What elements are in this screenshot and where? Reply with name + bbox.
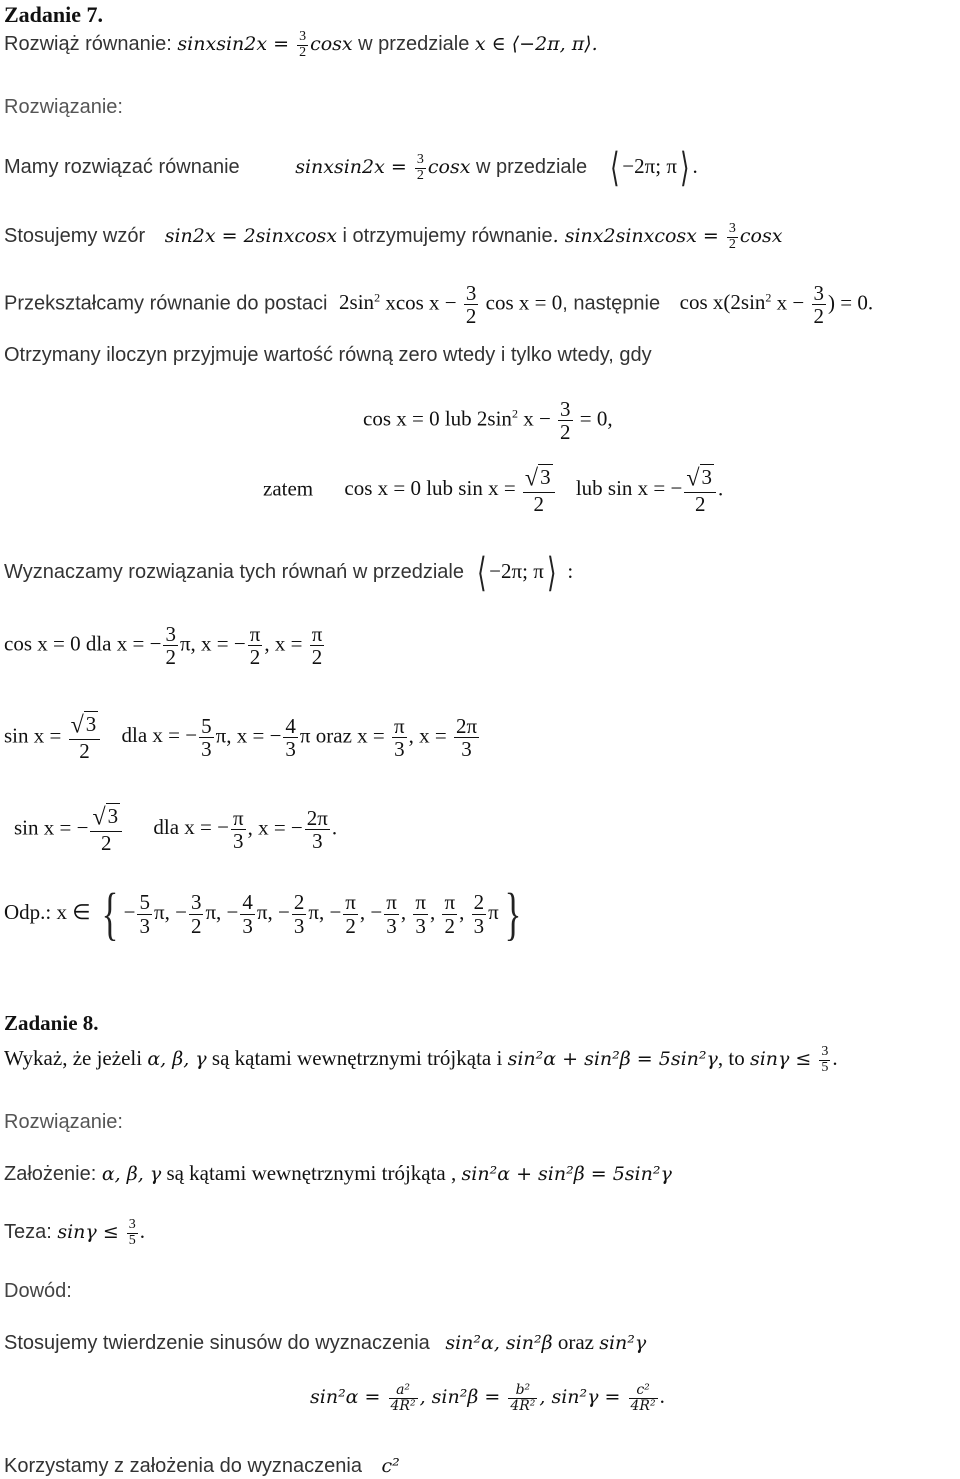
prompt-text: Rozwiąż równanie:: [4, 33, 178, 55]
case1-a: cos x = 0 lub 2sin: [363, 406, 512, 431]
fraction-pi-3: $\frac{\pi}{3}$: [386, 890, 397, 938]
result2-c: π, x = −: [215, 723, 282, 748]
fraction-3-5: $\frac{3}{5}$: [128, 1217, 136, 1248]
line3-eq-b: xcos x −: [380, 290, 462, 315]
fraction-sqrt3-2: $\frac{√3}{2}$: [523, 466, 555, 515]
step1-text: Stosujemy twierdzenie sinusów do wyznaczenia: [4, 1332, 436, 1354]
line3-eq-f: ) = 0.: [828, 290, 874, 315]
step1-math1: sin²α, sin²β: [445, 1332, 553, 1354]
fraction-5-3: $\frac{5}{3}$: [201, 714, 212, 762]
line3-eq-d: cos x(2sin: [679, 290, 766, 315]
prompt-eq-right: cosx: [310, 33, 353, 55]
fraction-sqrt3-2: $\frac{√3}{2}$: [90, 805, 122, 854]
left-angle-bracket: ⟨: [609, 145, 620, 190]
fraction-pi-2: $\frac{\pi}{2}$: [249, 622, 261, 670]
line1-eq-right: cosx: [427, 155, 471, 178]
fraction-pi-2: $\frac{\pi}{2}$: [444, 890, 456, 938]
prompt-mid: w przedziale: [352, 33, 475, 55]
task7-line5: Wyznaczamy rozwiązania tych równań w przedziale ⟨ −2π; π⟩ :: [4, 550, 574, 595]
line3-eq-c: cos x = 0: [480, 290, 563, 315]
fraction-4-3: $\frac{4}{3}$: [242, 890, 253, 938]
sine-law-c: , sin²γ =: [539, 1386, 627, 1408]
task8-title: Zadanie 8.: [4, 1011, 99, 1035]
line2-eq-right: cosx: [739, 225, 783, 247]
result-sin-pos: [4, 713, 481, 762]
fraction-3-2: $\frac{3}{2}$: [728, 221, 736, 252]
task7-title: Zadanie 7.: [4, 2, 104, 27]
task8-prompt: Wykaż, że jeżeli α, β, γ są kątami wewnętrznymi trójkąta i sin²α + sin²β = 5sin²γ, to sinγ ≤ $\frac{3}{5}$ .: [4, 1044, 838, 1075]
result1-a: cos x = 0 dla x = −: [4, 631, 162, 656]
task8-ineq: sinγ ≤: [749, 1048, 818, 1070]
result3-b: dla x = −: [153, 815, 229, 840]
case-line-1: cos x = 0 lub $2\sin^2$ x − $\frac{3}{2}$ = 0,: [363, 397, 613, 445]
result-cos: [4, 623, 326, 668]
fraction-c2-4R2: $\frac{\text{c²}}{\text{4R²}}$: [630, 1382, 656, 1414]
fraction-4-3: $\frac{4}{3}$: [285, 714, 296, 762]
right-brace: }: [504, 881, 521, 946]
result2-e: , x =: [408, 723, 452, 748]
fraction-b2-4R2: $\frac{\text{b²}}{\text{4R²}}$: [510, 1382, 536, 1414]
task8-prompt-b: są kątami wewnętrznymi trójkąta i: [206, 1046, 508, 1070]
fraction-pi-3: $\frac{\pi}{3}$: [232, 806, 244, 854]
result2-a: sin x =: [4, 723, 67, 748]
left-brace: {: [101, 881, 119, 946]
case2-lub: lub sin x = −: [575, 476, 683, 501]
task8-step1: [4, 1332, 646, 1353]
fraction-3-2: $\frac{3}{2}$: [416, 151, 424, 183]
line1-mid: w przedziale: [470, 155, 593, 178]
task8-angles: α, β, γ: [147, 1048, 207, 1070]
last-line-math: c²: [381, 1455, 400, 1477]
line2-formula: sin2x = 2sinxcosx: [164, 225, 337, 247]
result1-c: , x =: [264, 631, 308, 656]
fraction-3-2: $\frac{3}{2}$: [813, 281, 825, 329]
task7-solution-label: Rozwiązanie:: [4, 96, 123, 118]
task7-line2: [4, 222, 782, 252]
thesis-label: Teza:: [4, 1221, 58, 1243]
task8-eq: sin²α + sin²β = 5sin²γ: [507, 1048, 718, 1070]
answer-label: Odp.: x ∈: [4, 899, 96, 924]
fraction-3-2: $\frac{3}{2}$: [560, 397, 571, 445]
sine-law-b: , sin²β =: [419, 1386, 507, 1408]
fraction-3-2: $\frac{3}{2}$: [165, 622, 176, 670]
fraction-2pi-3: $\frac{2\pi}{3}$: [306, 806, 328, 854]
task8-sine-law: sin²α = $\frac{\text{a²}}{\text{4R²}}$ , sin²β = $\frac{\text{b²}}{\text{4R²}}$ , sin²γ = $\frac{\text{c²}}{\text{4R²}}$ .: [310, 1382, 665, 1414]
result2-b: dla x = −: [121, 723, 198, 748]
right-angle-bracket: ⟩: [546, 550, 557, 595]
step1-math2: sin²γ: [599, 1332, 647, 1354]
task8-prompt-a: Wykaż, że jeżeli: [4, 1046, 148, 1070]
prompt-interval: x ∈ ⟨−2π, π⟩.: [474, 33, 598, 55]
fraction-pi-3: $\frac{\pi}{3}$: [415, 890, 426, 938]
task7-answer: Odp.: x ∈ { − $\frac{5}{3}$ π, − $\frac{3}{2}$ π, − $\frac{4}{3}$ π, − $\frac{2}{3}$ π, − $\frac{\pi}{2}$ , − $\frac{\pi}{3}$ , $\frac{\pi}{3}$ , $\frac{\pi}{2}$ , $\frac{2}{3}$ π}: [4, 881, 521, 946]
result3-c: , x = −: [247, 815, 303, 840]
fraction-3-5: $\frac{3}{5}$: [821, 1044, 829, 1075]
fraction-sqrt3-2: $\frac{√3}{2}$: [684, 466, 716, 515]
fraction-a2-4R2: $\frac{\text{a²}}{\text{4R²}}$: [390, 1382, 416, 1414]
task7-line1: Mamy rozwiązać równanie sinxsin2x = $\frac{3}{2}$ cosx w przedziale ⟨ −2π; π⟩ .: [4, 145, 698, 190]
fraction-3-2: $\frac{3}{2}$: [465, 281, 477, 329]
case1-b: x −: [517, 406, 557, 431]
line2-text: Stosujemy wzór: [4, 225, 151, 247]
fraction-3-2: $\frac{3}{2}$: [299, 29, 307, 60]
fraction-2-3: $\frac{2}{3}$: [293, 890, 305, 938]
case2-a: cos x = 0 lub sin x =: [344, 476, 521, 501]
fraction-5-3: $\frac{5}{3}$: [139, 890, 150, 938]
task7-line3: Przekształcamy równanie do postaci $2\sin^2$ xcos x − $\frac{3}{2}$ cos x = 0, następnie $\cos x(2\sin^2$ x − $\frac{3}{2}$ ) = 0.: [4, 281, 874, 329]
fraction-sqrt3-2: $\frac{√3}{2}$: [69, 713, 101, 762]
line3-text: Przekształcamy równanie do postaci: [4, 292, 334, 315]
line1-eq: sinxsin2x =: [295, 155, 413, 178]
sine-law-a: sin²α =: [310, 1386, 387, 1408]
line3-eq-a: 2sin: [339, 290, 375, 315]
fraction-pi-2: $\frac{\pi}{2}$: [345, 890, 356, 938]
task8-solution-label: Rozwiązanie:: [4, 1111, 123, 1133]
line3-mid: , następnie: [562, 292, 666, 315]
thesis-ineq: sinγ ≤: [57, 1221, 125, 1243]
result2-d: π oraz x =: [299, 723, 391, 748]
line1-interval: −2π; π: [622, 153, 677, 178]
task7-prompt: [4, 30, 598, 60]
fraction-pi-3: $\frac{\pi}{3}$: [394, 714, 405, 762]
task8-thesis: Teza: sinγ ≤ $\frac{3}{5}$ .: [4, 1217, 146, 1248]
right-angle-bracket: ⟩: [680, 145, 690, 190]
assumption-text: są kątami wewnętrznymi trójkąta ,: [161, 1161, 462, 1185]
fraction-2-3: $\frac{2}{3}$: [473, 890, 485, 938]
fraction-2pi-3: $\frac{2\pi}{3}$: [455, 714, 478, 762]
result1-b: π, x = −: [179, 631, 246, 656]
fraction-pi-2: $\frac{\pi}{2}$: [311, 622, 323, 670]
step1-oraz: oraz: [552, 1330, 600, 1354]
task8-prompt-c: , to: [717, 1046, 750, 1070]
result3-a: sin x = −: [14, 815, 89, 840]
task7-line4: Otrzymany iloczyn przyjmuje wartość równą zero wtedy i tylko wtedy, gdy: [4, 344, 652, 366]
line1-text: Mamy rozwiązać równanie: [4, 155, 246, 178]
task8-proof-label: Dowód:: [4, 1280, 72, 1302]
assumption-eq: sin²α + sin²β = 5sin²γ: [461, 1163, 672, 1185]
fraction-3-2: $\frac{3}{2}$: [190, 890, 202, 938]
line2-mid: i otrzymujemy równanie: [337, 225, 553, 247]
assumption-label: Założenie:: [4, 1163, 102, 1185]
line5-text: Wyznaczamy rozwiązania tych równań w przedziale: [4, 560, 470, 583]
prompt-eq: sinxsin2x =: [177, 33, 296, 55]
case1-c: = 0,: [574, 406, 613, 431]
left-angle-bracket: ⟨: [476, 550, 487, 595]
zatem-word: zatem: [263, 476, 314, 501]
line5-interval: −2π; π: [489, 558, 544, 583]
last-line-text: Korzystamy z założenia do wyznaczenia: [4, 1455, 368, 1477]
line2-eq: . sinx2sinxcosx =: [552, 225, 725, 247]
line3-eq-e: x −: [771, 290, 810, 315]
case-line-2: zatem cos x = 0 lub sin x = $\frac{√3}{2}$ lub sin x = − $\frac{√3}{2}$ .: [263, 465, 724, 517]
task8-assumption: [4, 1163, 672, 1184]
assumption-angles: α, β, γ: [101, 1163, 162, 1185]
task8-last-line: [4, 1455, 400, 1476]
result-sin-neg: sin x = − $\frac{√3}{2}$ dla x = − $\frac{\pi}{3}$ , x = − $\frac{2\pi}{3}$ .: [14, 804, 338, 856]
